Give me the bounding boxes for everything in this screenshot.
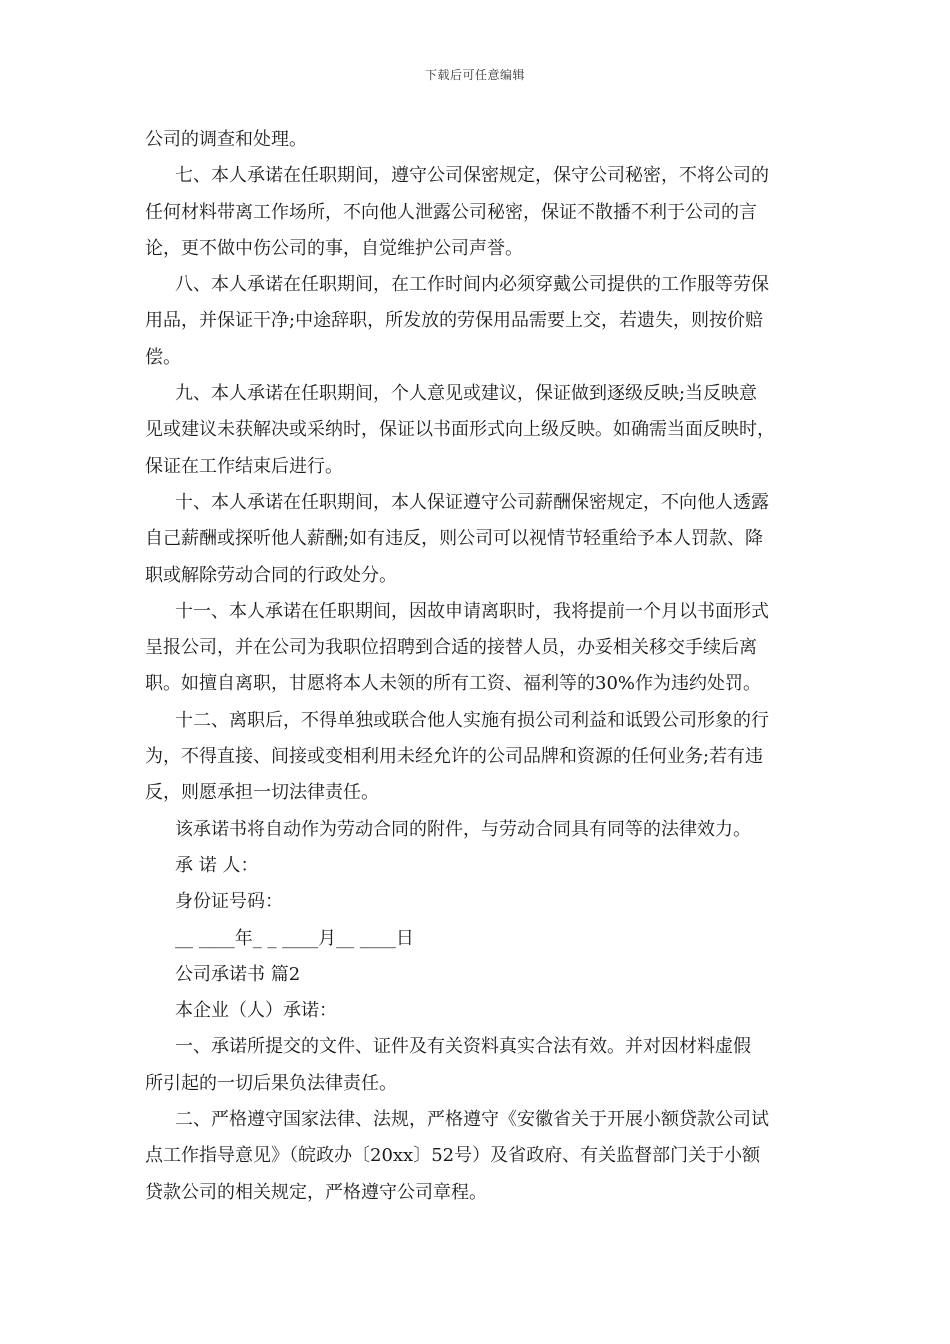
paragraph	[145, 1029, 815, 1102]
page-header: 下载后可任意编辑	[424, 68, 525, 82]
paragraph	[145, 812, 815, 848]
paragraph	[145, 957, 815, 993]
text-line: 见或建议未获解决或采纳时，保证以书面形式向上级反映。如确需当面反映时，	[145, 419, 775, 441]
paragraph	[145, 703, 815, 812]
text-line: 保证在工作结束后进行。	[145, 455, 343, 477]
text-line: 公司承诺书 篇2	[175, 963, 301, 985]
paragraph	[145, 1102, 815, 1211]
text-line: 十二、离职后，不得单独或联合他人实施有损公司利益和诋毁公司形象的行	[175, 709, 769, 731]
text-line: 九、本人承诺在任职期间，个人意见或建议，保证做到逐级反映;当反映意	[175, 383, 758, 405]
paragraph	[145, 921, 815, 957]
text-line: 身份证号码：	[175, 891, 283, 913]
text-line: 本企业（人）承诺：	[175, 1000, 337, 1022]
text-line: 十、本人承诺在任职期间，本人保证遵守公司薪酬保密规定，不向他人透露	[175, 491, 769, 513]
paragraph	[145, 158, 815, 267]
text-line: 二、严格遵守国家法律、法规，严格遵守《安徽省关于开展小额贷款公司试	[175, 1109, 769, 1131]
text-line: 任何材料带离工作场所，不向他人泄露公司秘密，保证不散播不利于公司的言	[145, 201, 757, 223]
text-line: 公司的调查和处理。	[145, 129, 307, 150]
text-line: 为，不得直接、间接或变相利用未经允许的公司品牌和资源的任何业务;若有违	[145, 746, 764, 768]
text-line: 反，则愿承担一切法律责任。	[145, 782, 379, 804]
paragraph	[145, 267, 815, 376]
paragraph	[145, 993, 815, 1029]
text-line: 八、本人承诺在任职期间，在工作时间内必须穿戴公司提供的工作服等劳保	[175, 274, 769, 296]
text-line: 承 诺 人：	[175, 854, 259, 876]
paragraph	[145, 122, 815, 158]
document-body	[145, 122, 815, 1211]
text-line: 贷款公司的相关规定，严格遵守公司章程。	[145, 1181, 487, 1203]
text-line: 自己薪酬或探听他人薪酬;如有违反，则公司可以视情节轻重给予本人罚款、降	[145, 528, 764, 550]
text-line: 所引起的一切后果负法律责任。	[145, 1072, 397, 1094]
text-line: 职。如擅自离职，甘愿将本人未领的所有工资、福利等的30%作为违约处罚。	[145, 673, 762, 695]
text-line: __ ____年_ _ ____月__ ____日	[175, 927, 414, 949]
text-line: 七、本人承诺在任职期间，遵守公司保密规定，保守公司秘密，不将公司的	[175, 165, 769, 187]
paragraph	[145, 376, 815, 485]
paragraph	[145, 594, 815, 703]
text-line: 该承诺书将自动作为劳动合同的附件，与劳动合同具有同等的法律效力。	[175, 818, 751, 840]
text-line: 用品，并保证干净;中途辞职，所发放的劳保用品需要上交，若遗失，则按价赔	[145, 310, 764, 332]
paragraph	[145, 884, 815, 920]
text-line: 十一、本人承诺在任职期间，因故申请离职时，我将提前一个月以书面形式	[175, 600, 769, 622]
text-line: 偿。	[145, 346, 181, 368]
paragraph	[145, 485, 815, 594]
text-line: 论，更不做中伤公司的事，自觉维护公司声誉。	[145, 237, 523, 259]
paragraph	[145, 848, 815, 884]
text-line: 点工作指导意见》（皖政办〔20xx〕52号）及省政府、有关监督部门关于小额	[145, 1145, 761, 1167]
text-line: 呈报公司，并在公司为我职位招聘到合适的接替人员，办妥相关移交手续后离	[145, 637, 757, 659]
text-line: 职或解除劳动合同的行政处分。	[145, 564, 397, 586]
text-line: 一、承诺所提交的文件、证件及有关资料真实合法有效。并对因材料虚假	[175, 1036, 751, 1058]
